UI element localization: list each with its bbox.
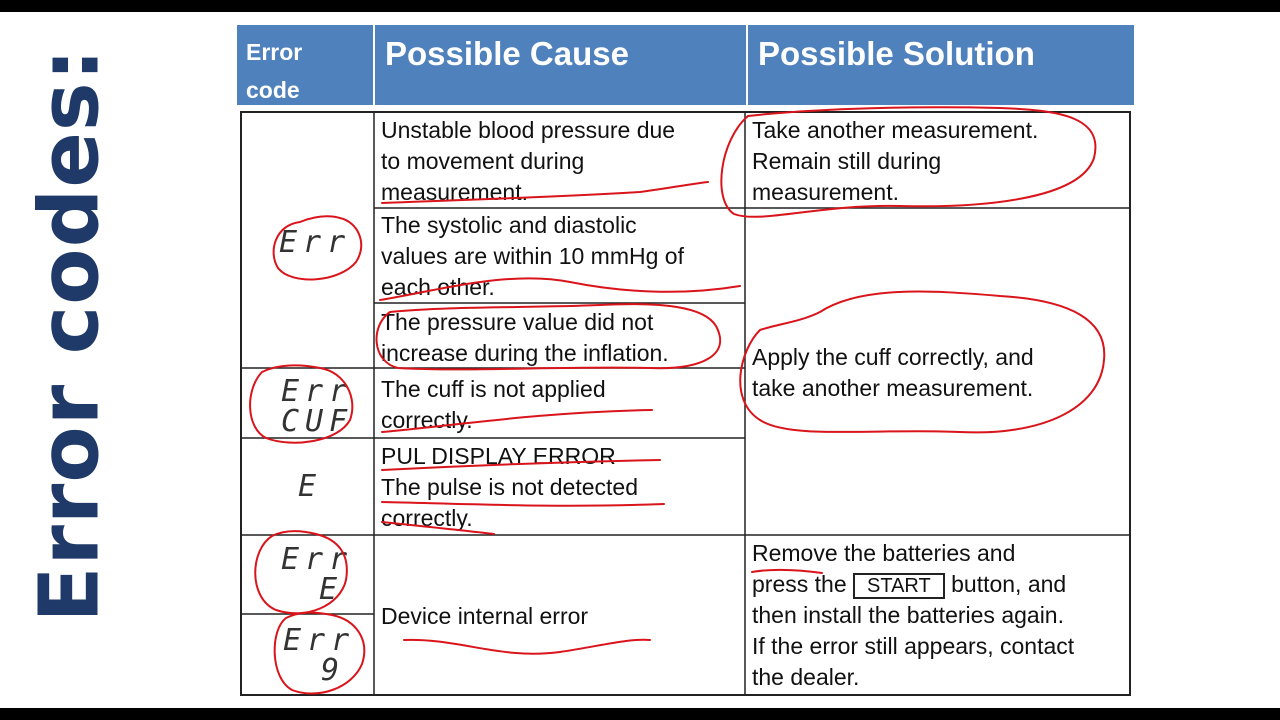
header-code-line1: Error	[246, 39, 303, 65]
cause-systolic-line3: each other.	[381, 274, 495, 300]
cause-cuff-line2: correctly.	[381, 407, 473, 433]
solution-remove-line3: then install the batteries again.	[752, 602, 1064, 628]
oval-apply-cuff	[740, 292, 1104, 433]
cause-unstable-line3: measurement.	[381, 179, 529, 205]
underline-press	[752, 570, 822, 573]
circle-err	[274, 216, 362, 279]
oval-take-another	[721, 107, 1095, 217]
underline-each-other	[380, 278, 740, 300]
cause-unstable-line2: to movement during	[381, 148, 585, 174]
cause-cuff-line1: The cuff is not applied	[381, 376, 606, 402]
solution-press-text: press the	[752, 571, 847, 597]
underline-correctly	[382, 522, 494, 534]
circle-err-e	[255, 531, 347, 613]
cause-pul-line2: The pulse is not detected	[381, 474, 638, 500]
cause-pul-line3: correctly.	[381, 505, 473, 531]
code-err-e-line1: Err	[281, 542, 354, 577]
underline-measurement	[382, 182, 708, 203]
slide-title: Error codes:	[22, 47, 118, 623]
solution-take-line3: measurement.	[752, 179, 900, 205]
underline-cuff	[382, 410, 652, 432]
solution-take-line2: Remain still during	[752, 148, 942, 174]
solution-take-line1: Take another measurement.	[752, 117, 1039, 143]
underline-pul	[382, 460, 660, 470]
code-err-cuf-line2: CUF	[281, 404, 354, 439]
underline-device	[404, 640, 650, 654]
circle-err-9	[275, 613, 365, 694]
code-err-9-line2: 9	[321, 653, 346, 688]
cause-systolic-line2: values are within 10 mmHg of	[381, 243, 684, 269]
solution-remove-line4: If the error still appears, contact	[752, 633, 1075, 659]
solution-remove-line1: Remove the batteries and	[752, 540, 1016, 566]
solution-apply-line1: Apply the cuff correctly, and	[752, 344, 1034, 370]
cause-unstable-line1: Unstable blood pressure due	[381, 117, 676, 143]
oval-pressure	[377, 304, 721, 369]
start-button-label: START	[853, 573, 945, 599]
circle-err-cuf	[250, 365, 352, 442]
cause-device: Device internal error	[381, 603, 589, 629]
solution-remove-line5: the dealer.	[752, 664, 860, 690]
cause-pul-line1: PUL DISPLAY ERROR	[381, 443, 616, 469]
code-err-e-line2: E	[319, 572, 344, 607]
cause-pressure-line2: increase during the inflation.	[381, 340, 669, 366]
solution-apply-line2: take another measurement.	[752, 375, 1034, 401]
cause-systolic-line1: The systolic and diastolic	[381, 212, 637, 238]
code-e: E	[298, 469, 323, 504]
header-code-line2: code	[246, 77, 300, 103]
code-err: Err	[279, 225, 352, 260]
header-possible-cause: Possible Cause	[375, 25, 746, 105]
code-err-9-line1: Err	[283, 623, 356, 658]
code-err-cuf-line1: Err	[281, 374, 354, 409]
cause-pressure-line1: The pressure value did not	[381, 309, 654, 335]
header-possible-solution: Possible Solution	[748, 25, 1134, 105]
underline-pulse	[382, 502, 664, 506]
solution-button-text: button, and	[951, 571, 1067, 597]
